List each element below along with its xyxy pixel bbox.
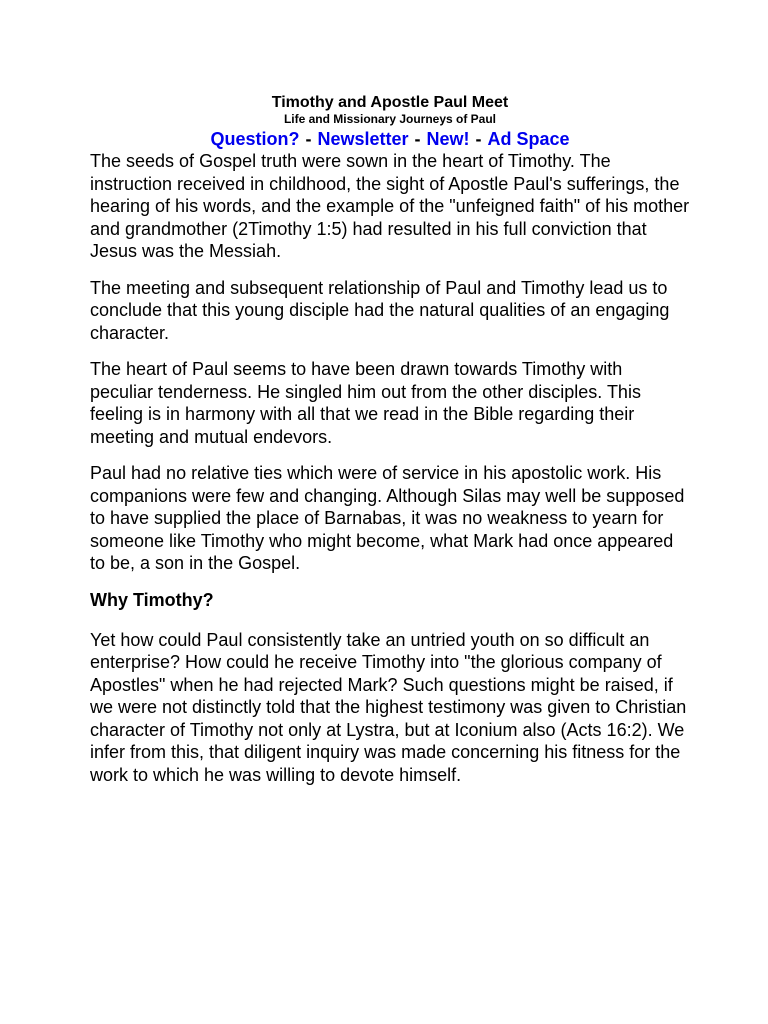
section-heading: Why Timothy?: [90, 589, 214, 610]
nav-separator: -: [414, 129, 421, 149]
nav-links: [90, 128, 690, 150]
body-paragraph: Paul had no relative ties which were of service in his apostolic work. His companions were few and changing. Although Silas may well be supposed to have supplied the place of Barnabas, it was no weakness to yearn for someone like Timothy who might become, what Mark had once appeared to be, a son in the Gospel.: [90, 463, 685, 573]
body-paragraph: The meeting and subsequent relationship of Paul and Timothy lead us to conclude that this young disciple had the natural qualities of an engaging character.: [90, 277, 670, 343]
newsletter-link[interactable]: Newsletter: [317, 129, 409, 149]
ad-space-link[interactable]: Ad Space: [487, 129, 570, 149]
new-link[interactable]: New!: [426, 129, 470, 149]
document-page: [90, 93, 690, 800]
page-subtitle: Life and Missionary Journeys of Paul: [283, 112, 497, 126]
nav-separator: -: [475, 129, 482, 149]
question-link[interactable]: Question?: [210, 129, 300, 149]
nav-separator: -: [305, 129, 312, 149]
section-paragraph: Yet how could Paul consistently take an untried youth on so difficult an enterprise? How could he receive Timothy into "the glorious company of Apostles" when he had rejected Mark? Such questions might be raised, if we were not distinctly told that the highest testimony was given to Christian character of Timothy not only at Lystra, but at Iconium also (Acts 16:2). We infer from this, that diligent inquiry was made concerning his fitness for the work to which he was willing to devote himself.: [90, 629, 687, 785]
body-paragraph: The heart of Paul seems to have been drawn towards Timothy with peculiar tenderness. He singled him out from the other disciples. This feeling is in harmony with all that we read in the Bible regarding their meeting and mutual endevors.: [90, 359, 641, 447]
body-paragraph: The seeds of Gospel truth were sown in the heart of Timothy. The instruction received in childhood, the sight of Apostle Paul's sufferings, the hearing of his words, and the example of the "unfeigned faith" of his mother and grandmother (2Timothy 1:5) had resulted in his full conviction that Jesus was the Messiah.: [90, 151, 690, 261]
page-title: Timothy and Apostle Paul Meet: [271, 94, 509, 111]
